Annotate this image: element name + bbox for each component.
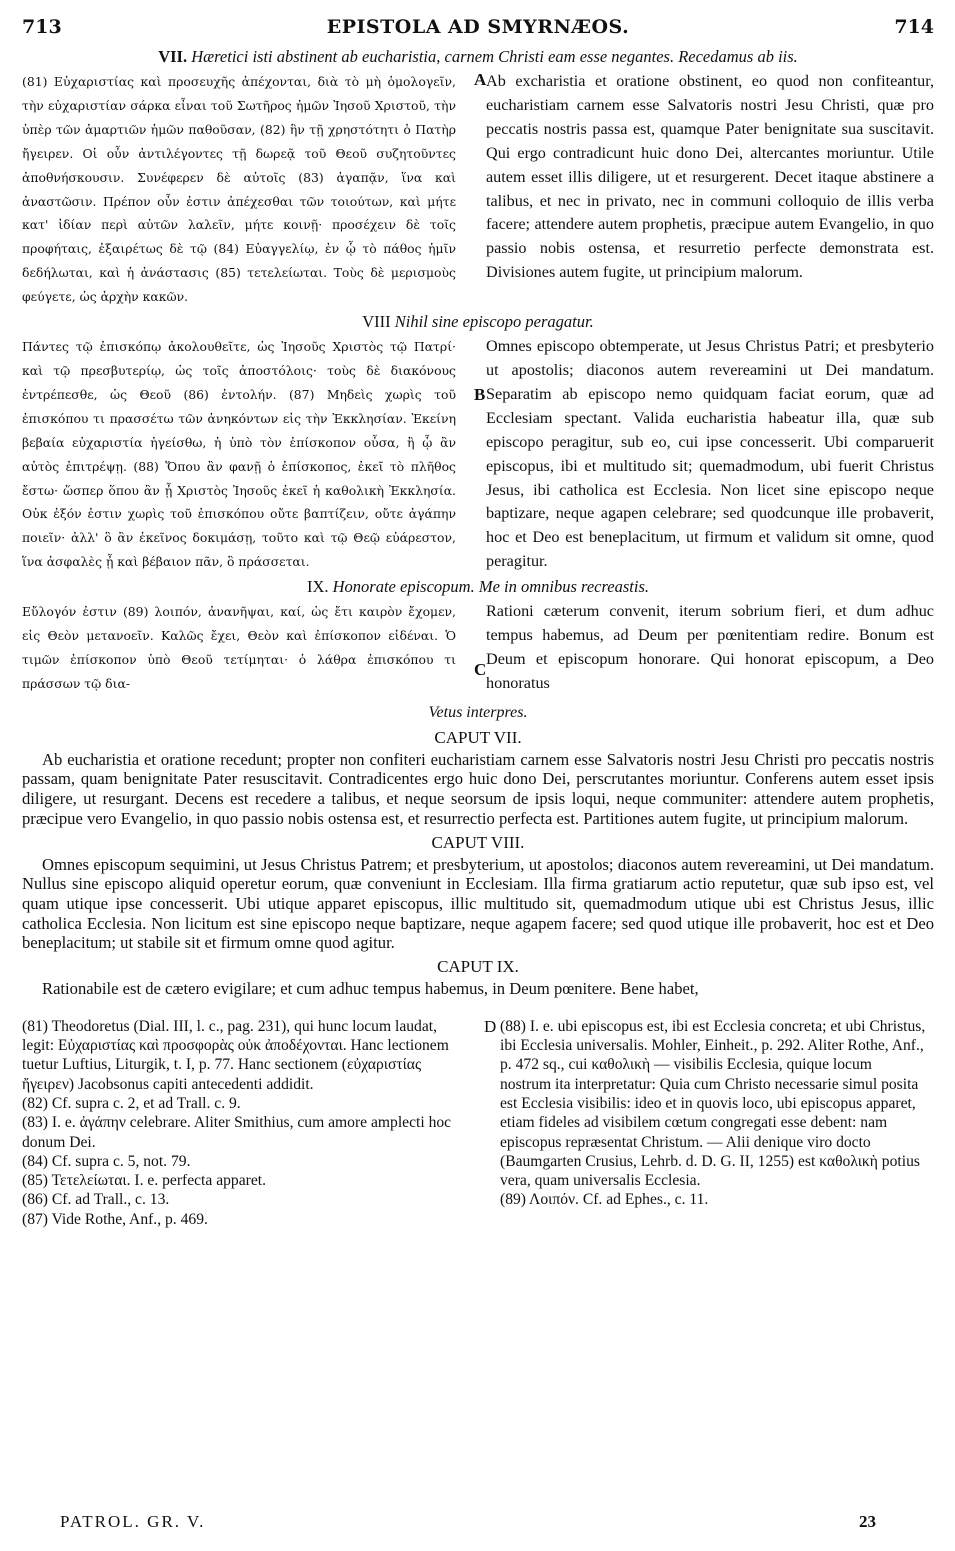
- section-number: VIII: [362, 312, 391, 332]
- parallel-text-ix: [22, 600, 934, 696]
- vetus-interpres-label: Vetus interpres.: [428, 703, 528, 721]
- parallel-text-viii: [22, 335, 934, 574]
- margin-marker: C: [474, 660, 487, 680]
- greek-text: Εὔλογόν ἐστιν (89) λοιπόν, ἀνανῆψαι, καί, ὡς ἔτι καιρὸν ἔχομεν, εἰς Θεὸν μετανοεῖν. Καλῶς ἔχει, Θεὸν καὶ ἐπίσκοπον εἰδέναι. Ὁ τιμῶν ἐπίσκοπον ὑπὸ Θεοῦ τετίμηται· ὁ λάθρα ἐπισκόπου τι πράσσων τῷ δια-: [22, 604, 456, 691]
- section-number: VII.: [158, 47, 188, 66]
- page-footer: [22, 1512, 934, 1532]
- page-number-right: 714: [894, 16, 934, 38]
- greek-text: (81) Εὐχαριστίας καὶ προσευχῆς ἀπέχονται, διὰ τὸ μὴ ὁμολογεῖν, τὴν εὐχαριστίαν σάρκα εἶναι τοῦ Σωτῆρος ἡμῶν Ἰησοῦ Χριστοῦ, τὴν ὑπὲρ τῶν ἁμαρτιῶν ἡμῶν παθοῦσαν, (82) ἣν τῇ χρηστότητι ὁ Πατὴρ ἤγειρεν. Οἱ οὖν ἀντιλέγοντες τῇ δωρεᾷ τοῦ Θεοῦ συζητοῦντες ἀποθνήσκουσιν. Συνέφερεν δὲ αὐτοῖς (83) ἀγαπᾷν, ἵνα καὶ ἀναστῶσιν. Πρέπον οὖν ἐστιν ἀπέχεσθαι τῶν τοιούτων, καὶ μήτε κατ' ἰδίαν περὶ αὐτῶν λαλεῖν, μήτε κοινῇ· προσέχειν δὲ τοῖς προφήταις, ἐξαιρέτως δὲ τῷ (84) Εὐαγγελίῳ, ἐν ᾧ τὸ πάθος ἡμῖν δεδήλωται, καὶ ἡ ἀνάστασις (85) τετελείωται. Τοὺς δὲ μερισμοὺς φεύγετε, ὡς ἀρχὴν κακῶν.: [22, 74, 456, 305]
- section-heading-viii: [22, 311, 934, 333]
- latin-text: Omnes episcopo obtemperate, ut Jesus Christus Patri; et presbyterio ut apostolis; diaconos autem revereamini ut Dei mandatum. Separatim ab episcopo nemo quidquam faciat eorum, quæ ad Ecclesiam spectant. Valida eucharistia habeatur illa, quæ sub episcopo peragitur, sub eo, cui ipse concesserit. Ubi comparuerit episcopus, ibi et multitudo sit; quemadmodum, ubi fuerit Christus Jesus, ibi catholica est Ecclesia. Non licet sine episcopo neque baptizare, neque agapen celebrare; sed quodcunque ille probaverit, hoc et Deo est beneplacitum, ut firmum et validum sit omne, quod peragitur.: [486, 337, 934, 571]
- caput-title: CAPUT IX.: [437, 957, 519, 977]
- footnote: (83) I. e. ἀγάπην celebrare. Aliter Smithius, cum amore amplecti hoc donum Dei.: [22, 1114, 452, 1151]
- footnote: (88) I. e. ubi episcopus est, ibi est Ecclesia concreta; et ubi Christus, ibi Ecclesia universalis. Mohler, Einheit., p. 292. Aliter Rothe, Anf., p. 472 sq., cui καθολικὴ — visibilis Ecclesia, quique locum nostrum ita interpretatur: Quia cum Christo necessarie simul posita est Ecclesia visibilis: ideo et in quovis loco, ubi episcopus apparet, etiam fideles ad visibilem cœtum congregati esse debent: nam episcopus repræsentat Christum. — Alii denique viro docto (Baumgarten Crusius, Lehrb. d. D. G. II, 1255) est καθολικὴ potius vera, quam universalis Ecclesia.: [500, 1017, 926, 1190]
- page-number-left: 713: [22, 16, 62, 38]
- footnote: (86) Cf. ad Trall., c. 13.: [22, 1191, 170, 1209]
- parallel-text-vii: [22, 70, 934, 309]
- footnotes-left-column: [22, 1017, 474, 1229]
- document-page: [22, 16, 934, 1229]
- section-heading-vii: [22, 46, 934, 68]
- section-number: IX.: [306, 577, 329, 597]
- caput-title: CAPUT VIII.: [431, 832, 525, 852]
- margin-marker: D: [484, 1016, 497, 1036]
- footnote: (87) Vide Rothe, Anf., p. 469.: [22, 1210, 208, 1228]
- footnote: (82) Cf. supra c. 2, et ad Trall. c. 9.: [22, 1094, 241, 1112]
- greek-text: Πάντες τῷ ἐπισκόπῳ ἀκολουθεῖτε, ὡς Ἰησοῦς Χριστὸς τῷ Πατρί· καὶ τῷ πρεσβυτερίῳ, ὡς τοῖς ἀποστόλοις· τοὺς δὲ διακόνους ἐντρέπεσθε, ὡς Θεοῦ (86) ἐντολήν. (87) Μηδεὶς χωρὶς τοῦ ἐπισκόπου τι πρασσέτω τῶν ἀνηκόντων εἰς τὴν Ἐκκλησίαν. Ἐκείνη βεβαία εὐχαριστία ἡγείσθω, ἡ ὑπὸ τὸν ἐπίσκοπον οὖσα, ἢ ᾧ ἂν αὐτὸς ἐπιτρέψῃ. (88) Ὅπου ἂν φανῇ ὁ ἐπίσκοπος, ἐκεῖ τὸ πλῆθος ἔστω· ὥσπερ ὅπου ἂν ᾖ Χριστὸς Ἰησοῦς ἐκεῖ ἡ καθολικὴ Ἐκκλησία. Οὐκ ἐξόν ἐστιν χωρὶς τοῦ ἐπισκόπου οὔτε βαπτίζειν, οὔτε ἀγάπην ποιεῖν· ἀλλ' ὃ ἂν ἐκεῖνος δοκιμάσῃ, τοῦτο καὶ τῷ Θεῷ εὐάρεστον, ἵνα ἀσφαλὲς ᾖ καὶ βέβαιον πᾶν, ὃ πράσσεται.: [22, 339, 456, 570]
- series-signature: PATROL. GR. V.: [60, 1512, 206, 1531]
- caput-text: Ab eucharistia et oratione recedunt; propter non confiteri eucharistiam carnem esse Salvatoris nostri Jesu Christi pro peccatis nostris passam, quam benignitate Pater resuscitavit. Contradicentes ergo huic dono Dei, perscrutantes moriuntur. Conferens autem esset ipsis diligere, ut resurgant. Decens est recedere a talibus, et neque seorsum de ipsis loqui, neque communiter: attendere autem prophetis, præcipue vero Evangelio, in quo passio nobis ostensa est, et resurrectio perfecta est. Partitiones autem fugite, ut principium malorum.: [22, 749, 934, 828]
- footnote: (84) Cf. supra c. 5, not. 79.: [22, 1152, 191, 1170]
- caput-title: CAPUT VII.: [434, 727, 522, 747]
- latin-text: Ab excharistia et oratione obstinent, eo quod non confiteantur, eucharistiam carnem esse Salvatoris nostri Jesu Christi, quæ pro peccatis nostris passa est, quamque Pater benignitate sua suscitavit. Qui ergo contradicunt huic dono Dei, altercantes moriuntur. Utile autem esset illis diligere, ut et resurgerent. Decet itaque abstinere a talibus, et nec in privato, nec in communi colloquio de illis verba facere; attendere autem prophetis, præcipue autem Evangelio, in quo passio nobis ostensa, et resurretio perfecte demonstrata est. Divisiones autem fugite, ut principium malorum.: [486, 72, 934, 282]
- page-header: [22, 16, 934, 44]
- footnotes-right-column: [474, 1017, 926, 1229]
- footnote: (89) Λοιπόν. Cf. ad Ephes., c. 11.: [500, 1191, 709, 1209]
- running-title: EPISTOLA AD SMYRNÆOS.: [326, 16, 630, 38]
- footnote: (81) Theodoretus (Dial. III, l. c., pag. 231), qui hunc locum laudat, legit: Εὐχαριστίας καὶ προσφορὰς οὐκ ἀποδέχονται. Hanc lectionem tuetur Luftius, Liturgik, t. I, p. 77. Hanc sectionem (εὐχαριστίας ἤγειρεν) Jacobsonus capiti antecedenti addidit.: [22, 1017, 449, 1093]
- latin-text: Rationi cæterum convenit, iterum sobrium fieri, et dum adhuc tempus habemus, ad Deum per pœnitentiam redire. Bonum est Deum et episcopum honorare. Qui honorat episcopum, a Deo honoratus: [486, 602, 934, 692]
- caput-text: Omnes episcopum sequimini, ut Jesus Christus Patrem; et presbyterium, ut apostolos; diaconos autem revereamini, ut Dei mandatum. Nullus sine episcopo aliquid operetur eorum, quæ conveniunt in Ecclesiam. Illa firma gratiarum actio reputetur, quæ sub ipso est, vel quam utique ipse concesserit. Ubi utique apparet episcopus, illic multitudo sit, quemadmodum utique ubi est Christus Jesus, illic catholica Ecclesia. Non licitum est sine episcopo neque baptizare, neque agapem facere; sed quod utique ille probaverit, hoc est et Deo beneplacitum; ut stabile sit et firmum omne quod agitur.: [22, 854, 934, 953]
- footnotes: [22, 1017, 934, 1229]
- section-title: Honorate episcopum. Me in omnibus recreastis.: [332, 577, 650, 597]
- section-heading-ix: [22, 576, 934, 598]
- gathering-number: 23: [859, 1512, 876, 1531]
- footnote: (85) Τετελείωται. I. e. perfecta apparet.: [22, 1172, 266, 1190]
- margin-marker: A: [474, 70, 487, 89]
- section-title: Hæretici isti abstinent ab eucharistia, carnem Christi eam esse negantes. Recedamus ab iis.: [191, 47, 798, 66]
- caput-text: Rationabile est de cætero evigilare; et cum adhuc tempus habemus, in Deum pœnitere. Bene habet,: [42, 979, 699, 999]
- section-title: Nihil sine episcopo peragatur.: [394, 312, 594, 332]
- margin-marker: B: [474, 385, 486, 405]
